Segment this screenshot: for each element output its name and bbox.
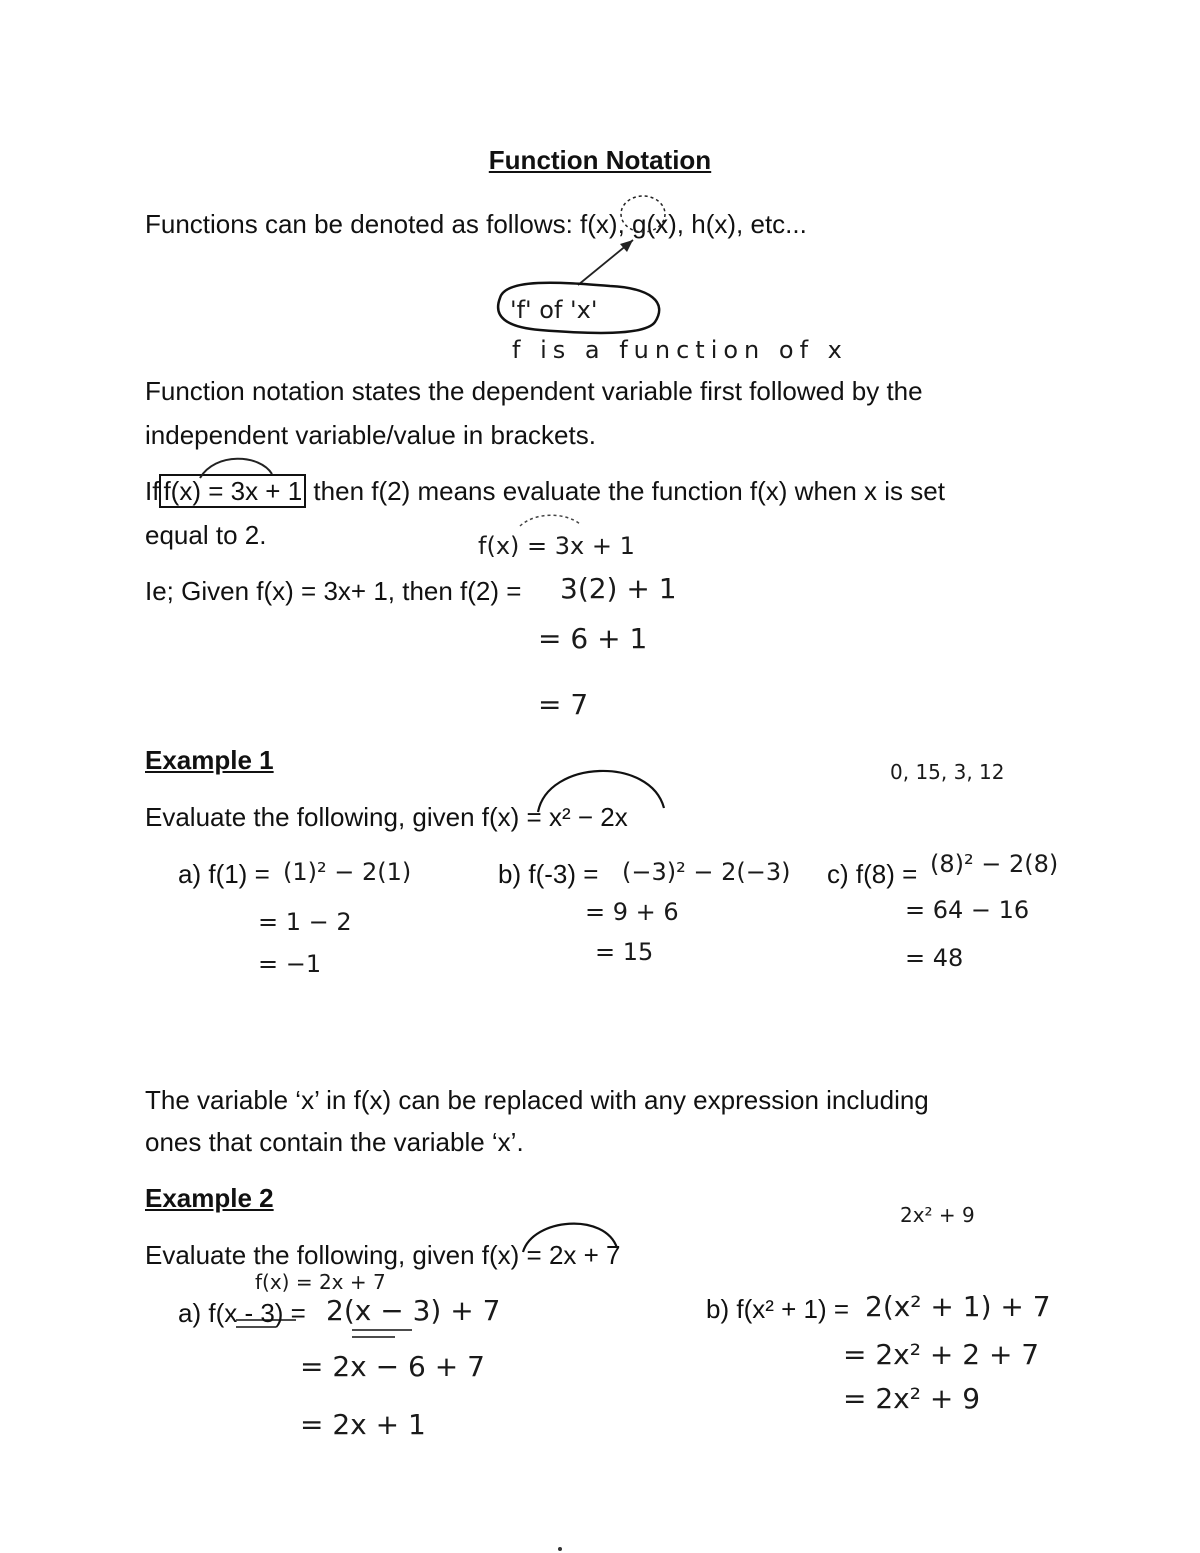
example-1-part-c-step: = 64 − 16 [905,896,1030,924]
scan-speck [558,1547,562,1551]
example-2-part-a-step: = 2x + 1 [300,1408,426,1441]
example-2-heading: Example 2 [145,1183,274,1213]
example-1-part-a-label: a) f(1) = [178,859,270,889]
example-1-part-c-label: c) f(8) = [827,859,918,889]
example-1-part-b-step: = 15 [595,938,654,966]
arc-mark-2 [520,515,580,526]
example-2-prompt: Evaluate the following, given f(x) = 2x + 7 [145,1240,621,1270]
example-2-part-b-label: b) f(x² + 1) = [706,1294,850,1324]
example-1-prompt: Evaluate the following, given f(x) = x² − 2x [145,802,628,832]
oval-note: 'f' of 'x' [510,296,598,324]
eval-prefix: If [145,476,160,506]
ie-line: Ie; Given f(x) = 3x+ 1, then f(2) = [145,576,522,606]
example-1-heading: Example 1 [145,745,274,775]
example-1-part-b-label: b) f(-3) = [498,859,599,889]
example-2-part-a-label: a) f(x - 3) = [178,1298,306,1328]
oval-mark [498,283,659,333]
example-1-part-a-step: = 1 − 2 [258,908,352,936]
example-1-part-b-step: (−3)² − 2(−3) [622,858,791,886]
example-2-margin-note: 2x² + 9 [900,1203,975,1227]
example-1-part-a-step: (1)² − 2(1) [283,858,412,886]
example-1-part-b-step: = 9 + 6 [585,898,679,926]
hw-step-1: 3(2) + 1 [560,572,677,605]
arc-mark-1 [200,459,272,478]
example-2-hw-fx: f(x) = 2x + 7 [255,1270,386,1294]
eval-rest: then f(2) means evaluate the function f(x) when x is set [313,476,945,506]
hw-fx: f(x) = 3x + 1 [478,532,635,560]
function-note: f is a function of x [512,336,848,364]
hw-step-2: = 6 + 1 [538,622,648,655]
arc-mark-3 [538,771,664,812]
example-1-part-a-step: = −1 [258,950,322,978]
example-2-part-b-step: = 2x² + 9 [843,1382,981,1415]
hw-step-3: = 7 [538,688,589,721]
example-2-part-b-step: = 2x² + 2 + 7 [843,1338,1040,1371]
example-2-part-b-step: 2(x² + 1) + 7 [865,1290,1051,1323]
replacement-line-2: ones that contain the variable ‘x’. [145,1127,524,1157]
intro-line: Functions can be denoted as follows: f(x), g(x), h(x), etc... [145,209,807,239]
example-1-part-c-step: = 48 [905,944,964,972]
definition-line-2: independent variable/value in brackets. [145,420,596,450]
example-2-part-a-step: 2(x − 3) + 7 [326,1294,501,1327]
eval-line-2: equal to 2. [145,520,267,550]
circle-mark-f-of-x [621,196,665,232]
page-title: Function Notation [488,145,712,175]
example-1-margin-note: 0, 15, 3, 12 [890,760,1005,784]
boxed-function: f(x) = 3x + 1 [159,474,306,508]
definition-line-1: Function notation states the dependent variable first followed by the [145,376,923,406]
example-2-part-a-step: = 2x − 6 + 7 [300,1350,485,1383]
arc-mark-4 [523,1224,617,1252]
example-1-part-c-step: (8)² − 2(8) [930,850,1059,878]
replacement-line-1: The variable ‘x’ in f(x) can be replaced with any expression including [145,1085,929,1115]
